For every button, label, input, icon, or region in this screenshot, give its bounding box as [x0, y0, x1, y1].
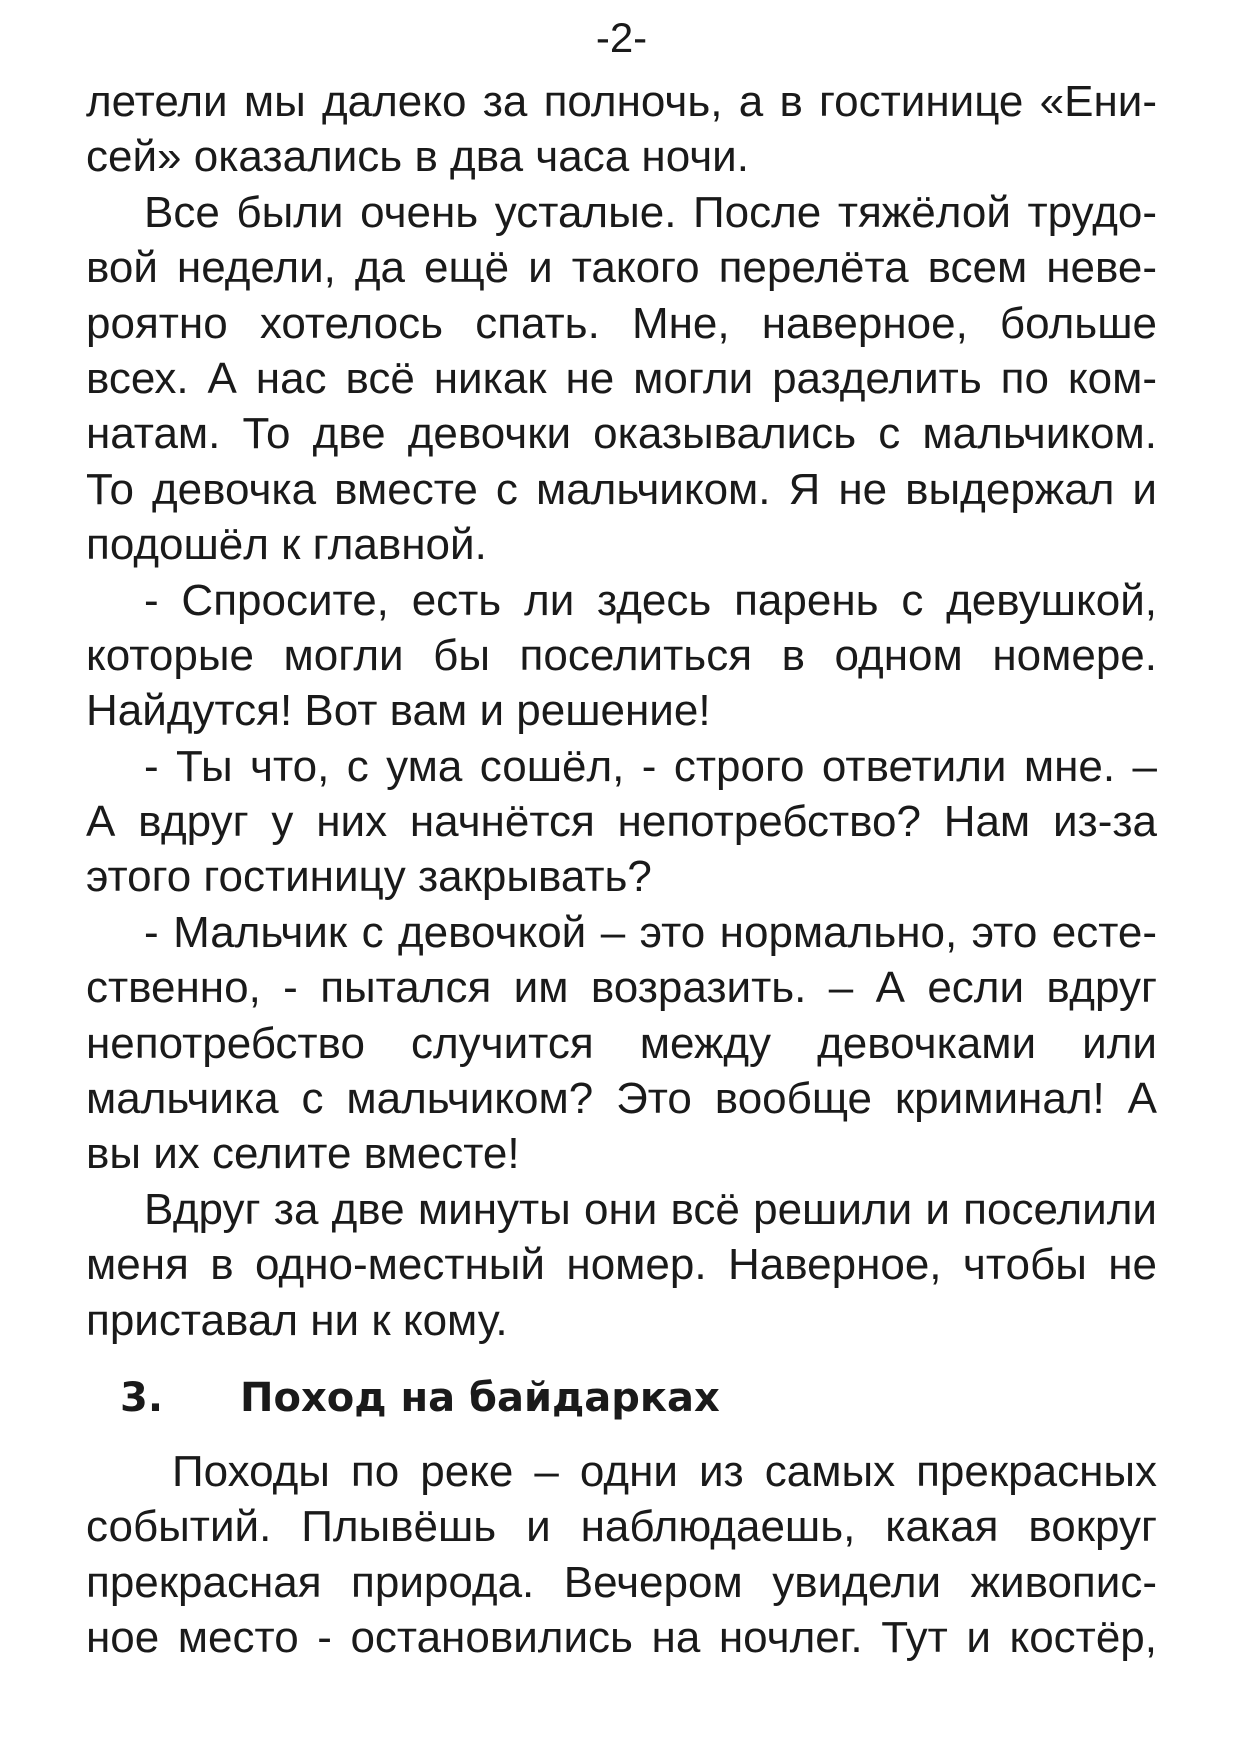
text-line: сей» оказались в два часа ночи. [86, 132, 749, 182]
text-line: мальчика с мальчиком? Это вообще криминал! А [86, 1074, 1157, 1124]
text-line: всех. А нас всё никак не могли разделить по ком- [86, 353, 1157, 403]
text-line: подошёл к главной. [86, 520, 487, 570]
section-heading [86, 1368, 1157, 1428]
text-line: прекрасная природа. Вечером увидели живопис- [86, 1557, 1157, 1607]
text-line: вой недели, да ещё и такого перелёта всем неве- [86, 243, 1157, 293]
paragraph-dialogue [86, 739, 1157, 905]
text-line: событий. Плывёшь и наблюдаешь, какая вокруг [86, 1502, 1157, 1552]
text-line: ное место - остановились на ночлег. Тут и костёр, [86, 1613, 1157, 1663]
paragraph-dialogue [86, 573, 1157, 739]
paragraph-continuation [86, 74, 1157, 185]
text-line: которые могли бы поселиться в одном номере. [86, 630, 1157, 680]
section-number: 3. [120, 1374, 164, 1421]
text-line: меня в одно-местный номер. Наверное, чтобы не [86, 1240, 1157, 1290]
paragraph [86, 185, 1157, 573]
paragraph [86, 1444, 1157, 1666]
text-line: А вдруг у них начнётся непотребство? Нам из-за [86, 797, 1157, 847]
text-line: Походы по реке – одни из самых прекрасных [172, 1446, 1157, 1496]
text-line: натам. То две девочки оказывались с мальчиком. [86, 409, 1157, 459]
paragraph-dialogue [86, 905, 1157, 1182]
text-line: этого гостиницу закрывать? [86, 852, 652, 902]
text-line: - Мальчик с девочкой – это нормально, это есте- [144, 907, 1157, 957]
text-line: Вдруг за две минуты они всё решили и поселили [144, 1184, 1157, 1234]
paragraph [86, 1182, 1157, 1348]
text-line: - Ты что, с ума сошёл, - строго ответили мне. – [144, 741, 1157, 791]
text-line: приставал ни к кому. [86, 1295, 508, 1345]
text-line: То девочка вместе с мальчиком. Я не выдержал и [86, 464, 1157, 514]
text-line: непотребство случится между девочками или [86, 1018, 1157, 1068]
text-line: летели мы далеко за полночь, а в гостинице «Ени- [86, 77, 1157, 126]
text-line: Найдутся! Вот вам и решение! [86, 686, 711, 736]
text-line: Все были очень усталые. После тяжёлой трудо- [144, 187, 1157, 237]
text-line: вы их селите вместе! [86, 1129, 520, 1179]
text-line: - Спросите, есть ли здесь парень с девушкой, [144, 575, 1157, 625]
document-page [86, 10, 1157, 1666]
page-number: -2- [595, 14, 648, 61]
text-line: роятно хотелось спать. Мне, наверное, больше [86, 298, 1157, 348]
section-title: Поход на байдарках [240, 1374, 720, 1421]
text-line: ственно, - пытался им возразить. – А если вдруг [86, 963, 1157, 1013]
